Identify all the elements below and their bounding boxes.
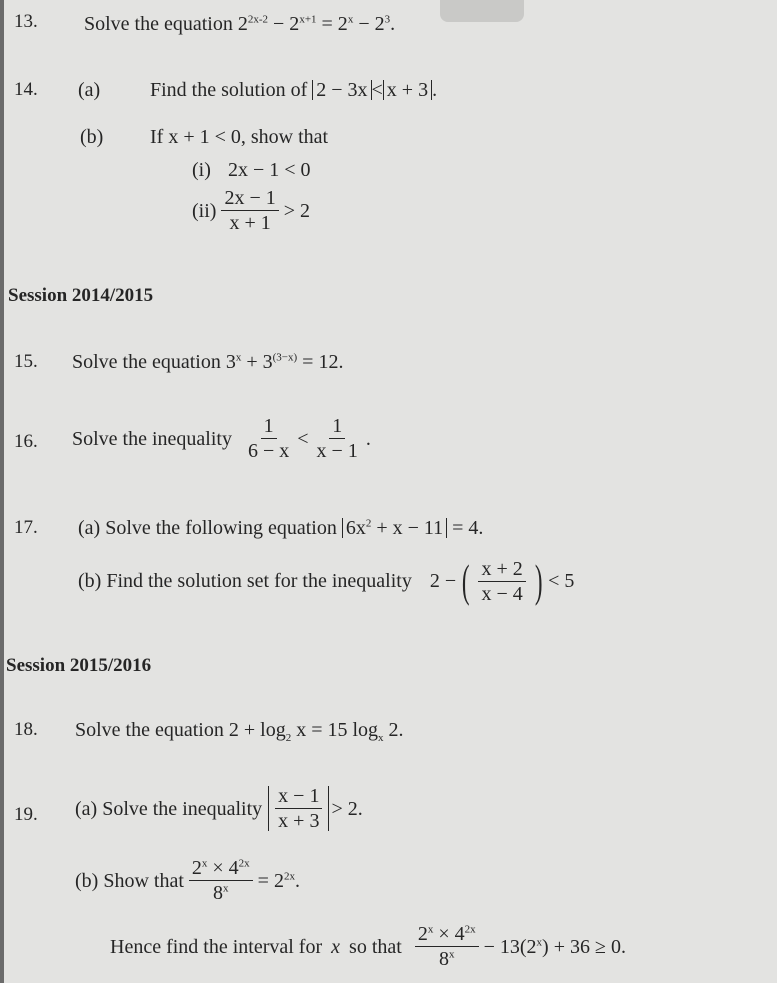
q17b-fraction: $\frac{x + 2}{x - 4}$ — [478, 559, 525, 604]
q19-number: 19. — [14, 804, 38, 825]
q16-number: 16. — [14, 431, 38, 452]
q14b-ii-label: (ii) — [192, 199, 217, 222]
q14b-ii: (ii) $\frac{2x - 1}{x + 1}$ > 2 — [192, 187, 310, 234]
session-heading-2015: Session 2015/2016 — [6, 655, 152, 676]
q14a-abs-left: 2 − 3x — [312, 80, 371, 100]
q19a-abs: $\frac{x - 1}{x + 3}$ — [268, 786, 329, 831]
q17a-text: (a) Solve the following equation $6x^2 + x - 11 = 4$. — [78, 517, 484, 539]
q13-math: $2^{2x-2} - 2^{x+1} = 2^x - 2^3$. — [237, 13, 396, 35]
q19a-text: (a) Solve the inequality $\frac{x - 1}{x + 3}$ > 2. — [75, 785, 363, 832]
q19b-text: (b) Show that $\frac{2^x \times 4^{2x}}{8^x}$ = $2^{2x}$. — [75, 857, 300, 904]
q17b-text: (b) Find the solution set for the inequality 2 − ( $\frac{x + 2}{x - 4}$ ) < 5 — [78, 555, 575, 606]
q13-text — [84, 14, 395, 34]
q19-hence-text: Hence find the interval for x so that $\frac{2^x \times 4^{2x}}{8^x}$ − $13(2^x) + 36 \ge 0$. — [110, 923, 626, 970]
overlay-shape — [440, 0, 524, 22]
q14b-i-math: 2x − 1 < 0 — [228, 159, 311, 181]
q14b-i-label: (i) — [192, 159, 211, 181]
photo-edge — [0, 0, 4, 983]
q13-label: Solve the equation — [84, 13, 233, 35]
q19b-fraction: $\frac{2^x \times 4^{2x}}{8^x}$ — [189, 858, 253, 903]
q16-fraction-right: $\frac{1}{x - 1}$ — [316, 415, 358, 462]
q14a-label: (a) — [78, 79, 101, 101]
q14a-text: Find the solution of 2 − 3x < x + 3 . — [150, 79, 438, 101]
session-heading-2014: Session 2014/2015 — [8, 285, 154, 306]
q14a-abs-right: x + 3 — [383, 80, 432, 100]
q17a-abs: $6x^2 + x - 11$ — [342, 518, 447, 538]
q14b-text: If x + 1 < 0, show that — [150, 126, 329, 148]
q16-fraction-left: $\frac{1}{6 - x}$ — [247, 415, 290, 462]
q13-number: 13. — [14, 11, 38, 32]
q18-number: 18. — [14, 719, 38, 740]
q15-number: 15. — [14, 351, 38, 372]
q14-number: 14. — [14, 79, 38, 100]
q17-number: 17. — [14, 517, 38, 538]
q16-text: Solve the inequality $\frac{1}{6 - x}$ < $\frac{1}{x - 1}$ . — [72, 415, 371, 462]
q14b-ii-fraction: $\frac{2x - 1}{x + 1}$ — [221, 188, 278, 233]
q15-text: Solve the equation $3^x + 3^{(3-x)} = 12$. — [72, 351, 344, 373]
q19-hence-fraction: $\frac{2^x \times 4^{2x}}{8^x}$ — [415, 924, 479, 969]
q18-text: Solve the equation $2 + \log_2 x = 15$ $\log_x 2$. — [75, 719, 404, 744]
q14b-label: (b) — [80, 126, 104, 148]
